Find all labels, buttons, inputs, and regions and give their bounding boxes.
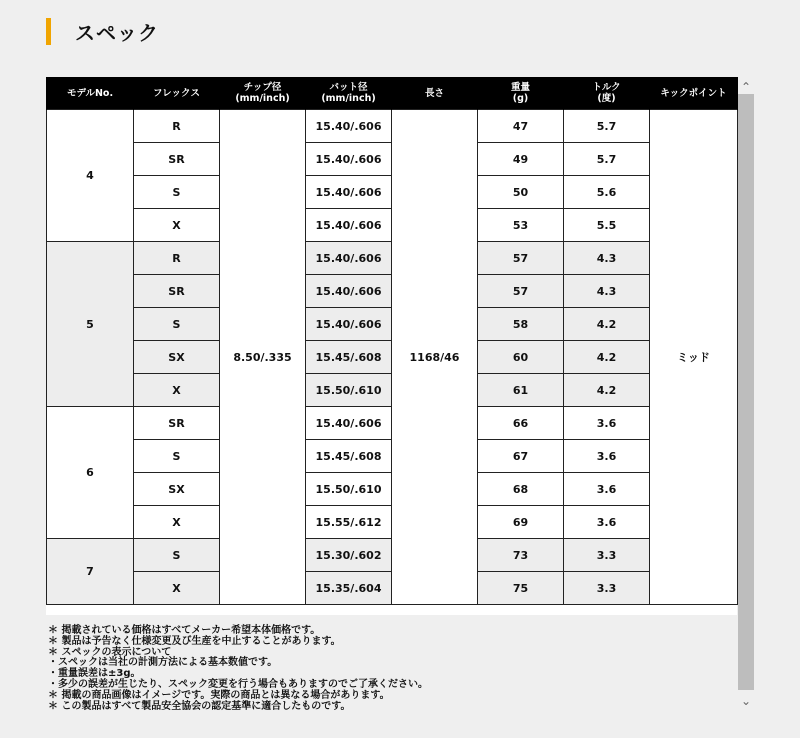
flex-cell: S bbox=[134, 308, 220, 341]
header-kick-point bbox=[650, 77, 738, 110]
note-line: ・スペックは当社の計測方法による基本数値です。 bbox=[48, 657, 278, 669]
weight-cell: 61 bbox=[478, 374, 564, 407]
note-line: ＊ スペックの表示について bbox=[48, 646, 172, 658]
flex-cell: X bbox=[134, 209, 220, 242]
torque-cell: 3.3 bbox=[564, 539, 650, 572]
flex-cell: R bbox=[134, 242, 220, 275]
table-row bbox=[47, 110, 738, 143]
weight-cell: 66 bbox=[478, 407, 564, 440]
weight-cell: 60 bbox=[478, 341, 564, 374]
note-line: ＊ 製品は予告なく仕様変更及び生産を中止することがあります。 bbox=[48, 635, 341, 647]
butt-diameter-cell: 15.40/.606 bbox=[306, 143, 392, 176]
torque-cell: 3.6 bbox=[564, 407, 650, 440]
butt-diameter-cell: 15.40/.606 bbox=[306, 308, 392, 341]
flex-cell: SX bbox=[134, 473, 220, 506]
tip-diameter-cell: 8.50/.335 bbox=[220, 110, 306, 605]
weight-cell: 47 bbox=[478, 110, 564, 143]
torque-cell: 4.3 bbox=[564, 242, 650, 275]
weight-cell: 53 bbox=[478, 209, 564, 242]
torque-cell: 4.3 bbox=[564, 275, 650, 308]
note-line: ・多少の誤差が生じたり、スペック変更を行う場合もありますのでご了承ください。 bbox=[48, 678, 428, 690]
weight-cell: 73 bbox=[478, 539, 564, 572]
butt-diameter-cell: 15.40/.606 bbox=[306, 176, 392, 209]
header-label: チップ径 bbox=[243, 82, 282, 93]
table-header-row bbox=[47, 77, 738, 110]
header-label: フレックス bbox=[153, 87, 200, 99]
section-heading bbox=[46, 17, 159, 45]
torque-cell: 5.6 bbox=[564, 176, 650, 209]
butt-diameter-cell: 15.55/.612 bbox=[306, 506, 392, 539]
torque-cell: 4.2 bbox=[564, 308, 650, 341]
flex-cell: S bbox=[134, 539, 220, 572]
flex-cell: X bbox=[134, 374, 220, 407]
header-label: モデルNo. bbox=[66, 87, 114, 99]
scrollbar-thumb[interactable] bbox=[738, 94, 754, 690]
weight-cell: 75 bbox=[478, 572, 564, 605]
header-label: 重量 bbox=[510, 82, 530, 93]
header-tip-diameter bbox=[220, 77, 306, 110]
weight-cell: 58 bbox=[478, 308, 564, 341]
weight-cell: 50 bbox=[478, 176, 564, 209]
butt-diameter-cell: 15.40/.606 bbox=[306, 209, 392, 242]
butt-diameter-cell: 15.40/.606 bbox=[306, 275, 392, 308]
butt-diameter-cell: 15.30/.602 bbox=[306, 539, 392, 572]
butt-diameter-cell: 15.50/.610 bbox=[306, 374, 392, 407]
header-weight bbox=[478, 77, 564, 110]
torque-cell: 3.3 bbox=[564, 572, 650, 605]
torque-cell: 3.6 bbox=[564, 506, 650, 539]
flex-cell: S bbox=[134, 440, 220, 473]
spec-table-panel bbox=[46, 77, 737, 615]
chevron-up-icon[interactable]: ⌃ bbox=[740, 80, 752, 94]
model-no-cell: 6 bbox=[47, 407, 134, 539]
page-title: スペック bbox=[75, 20, 159, 45]
weight-cell: 69 bbox=[478, 506, 564, 539]
torque-cell: 3.6 bbox=[564, 440, 650, 473]
butt-diameter-cell: 15.40/.606 bbox=[306, 242, 392, 275]
torque-cell: 3.6 bbox=[564, 473, 650, 506]
butt-diameter-cell: 15.35/.604 bbox=[306, 572, 392, 605]
header-label: (度) bbox=[597, 93, 616, 104]
header-label: (mm/inch) bbox=[321, 93, 376, 104]
header-label: バット径 bbox=[329, 82, 368, 93]
butt-diameter-cell: 15.40/.606 bbox=[306, 110, 392, 143]
chevron-down-icon[interactable]: ⌄ bbox=[740, 694, 752, 708]
flex-cell: X bbox=[134, 572, 220, 605]
flex-cell: S bbox=[134, 176, 220, 209]
note-line: ・重量誤差は±3g。 bbox=[48, 668, 141, 680]
header-butt-diameter bbox=[306, 77, 392, 110]
torque-cell: 5.7 bbox=[564, 143, 650, 176]
header-label: トルク bbox=[592, 82, 621, 93]
spec-table bbox=[46, 77, 738, 605]
flex-cell: SR bbox=[134, 143, 220, 176]
header-flex bbox=[134, 77, 220, 110]
spec-notes bbox=[48, 626, 728, 712]
flex-cell: X bbox=[134, 506, 220, 539]
model-no-cell: 4 bbox=[47, 110, 134, 242]
header-label: (mm/inch) bbox=[235, 93, 290, 104]
flex-cell: SR bbox=[134, 407, 220, 440]
weight-cell: 49 bbox=[478, 143, 564, 176]
model-no-cell: 7 bbox=[47, 539, 134, 605]
header-label: 長さ bbox=[424, 87, 444, 99]
note-line: ＊ 掲載の商品画像はイメージです。実際の商品とは異なる場合があります。 bbox=[48, 689, 390, 701]
butt-diameter-cell: 15.40/.606 bbox=[306, 407, 392, 440]
flex-cell: SX bbox=[134, 341, 220, 374]
weight-cell: 67 bbox=[478, 440, 564, 473]
scrollbar-track[interactable] bbox=[738, 94, 754, 690]
flex-cell: R bbox=[134, 110, 220, 143]
torque-cell: 4.2 bbox=[564, 374, 650, 407]
torque-cell: 4.2 bbox=[564, 341, 650, 374]
heading-accent-bar bbox=[46, 18, 51, 45]
torque-cell: 5.5 bbox=[564, 209, 650, 242]
weight-cell: 68 bbox=[478, 473, 564, 506]
torque-cell: 5.7 bbox=[564, 110, 650, 143]
model-no-cell: 5 bbox=[47, 242, 134, 407]
length-cell: 1168/46 bbox=[392, 110, 478, 605]
note-line: ＊ 掲載されている価格はすべてメーカー希望本体価格です。 bbox=[48, 625, 321, 636]
butt-diameter-cell: 15.50/.610 bbox=[306, 473, 392, 506]
flex-cell: SR bbox=[134, 275, 220, 308]
header-label: (g) bbox=[512, 93, 529, 104]
header-torque bbox=[564, 77, 650, 110]
butt-diameter-cell: 15.45/.608 bbox=[306, 341, 392, 374]
header-model-no bbox=[47, 77, 134, 110]
butt-diameter-cell: 15.45/.608 bbox=[306, 440, 392, 473]
header-label: キックポイント bbox=[660, 87, 727, 99]
weight-cell: 57 bbox=[478, 242, 564, 275]
note-line: ＊ この製品はすべて製品安全協会の認定基準に適合したものです。 bbox=[48, 700, 351, 712]
weight-cell: 57 bbox=[478, 275, 564, 308]
kick-point-cell: ミッド bbox=[650, 110, 738, 605]
header-length bbox=[392, 77, 478, 110]
